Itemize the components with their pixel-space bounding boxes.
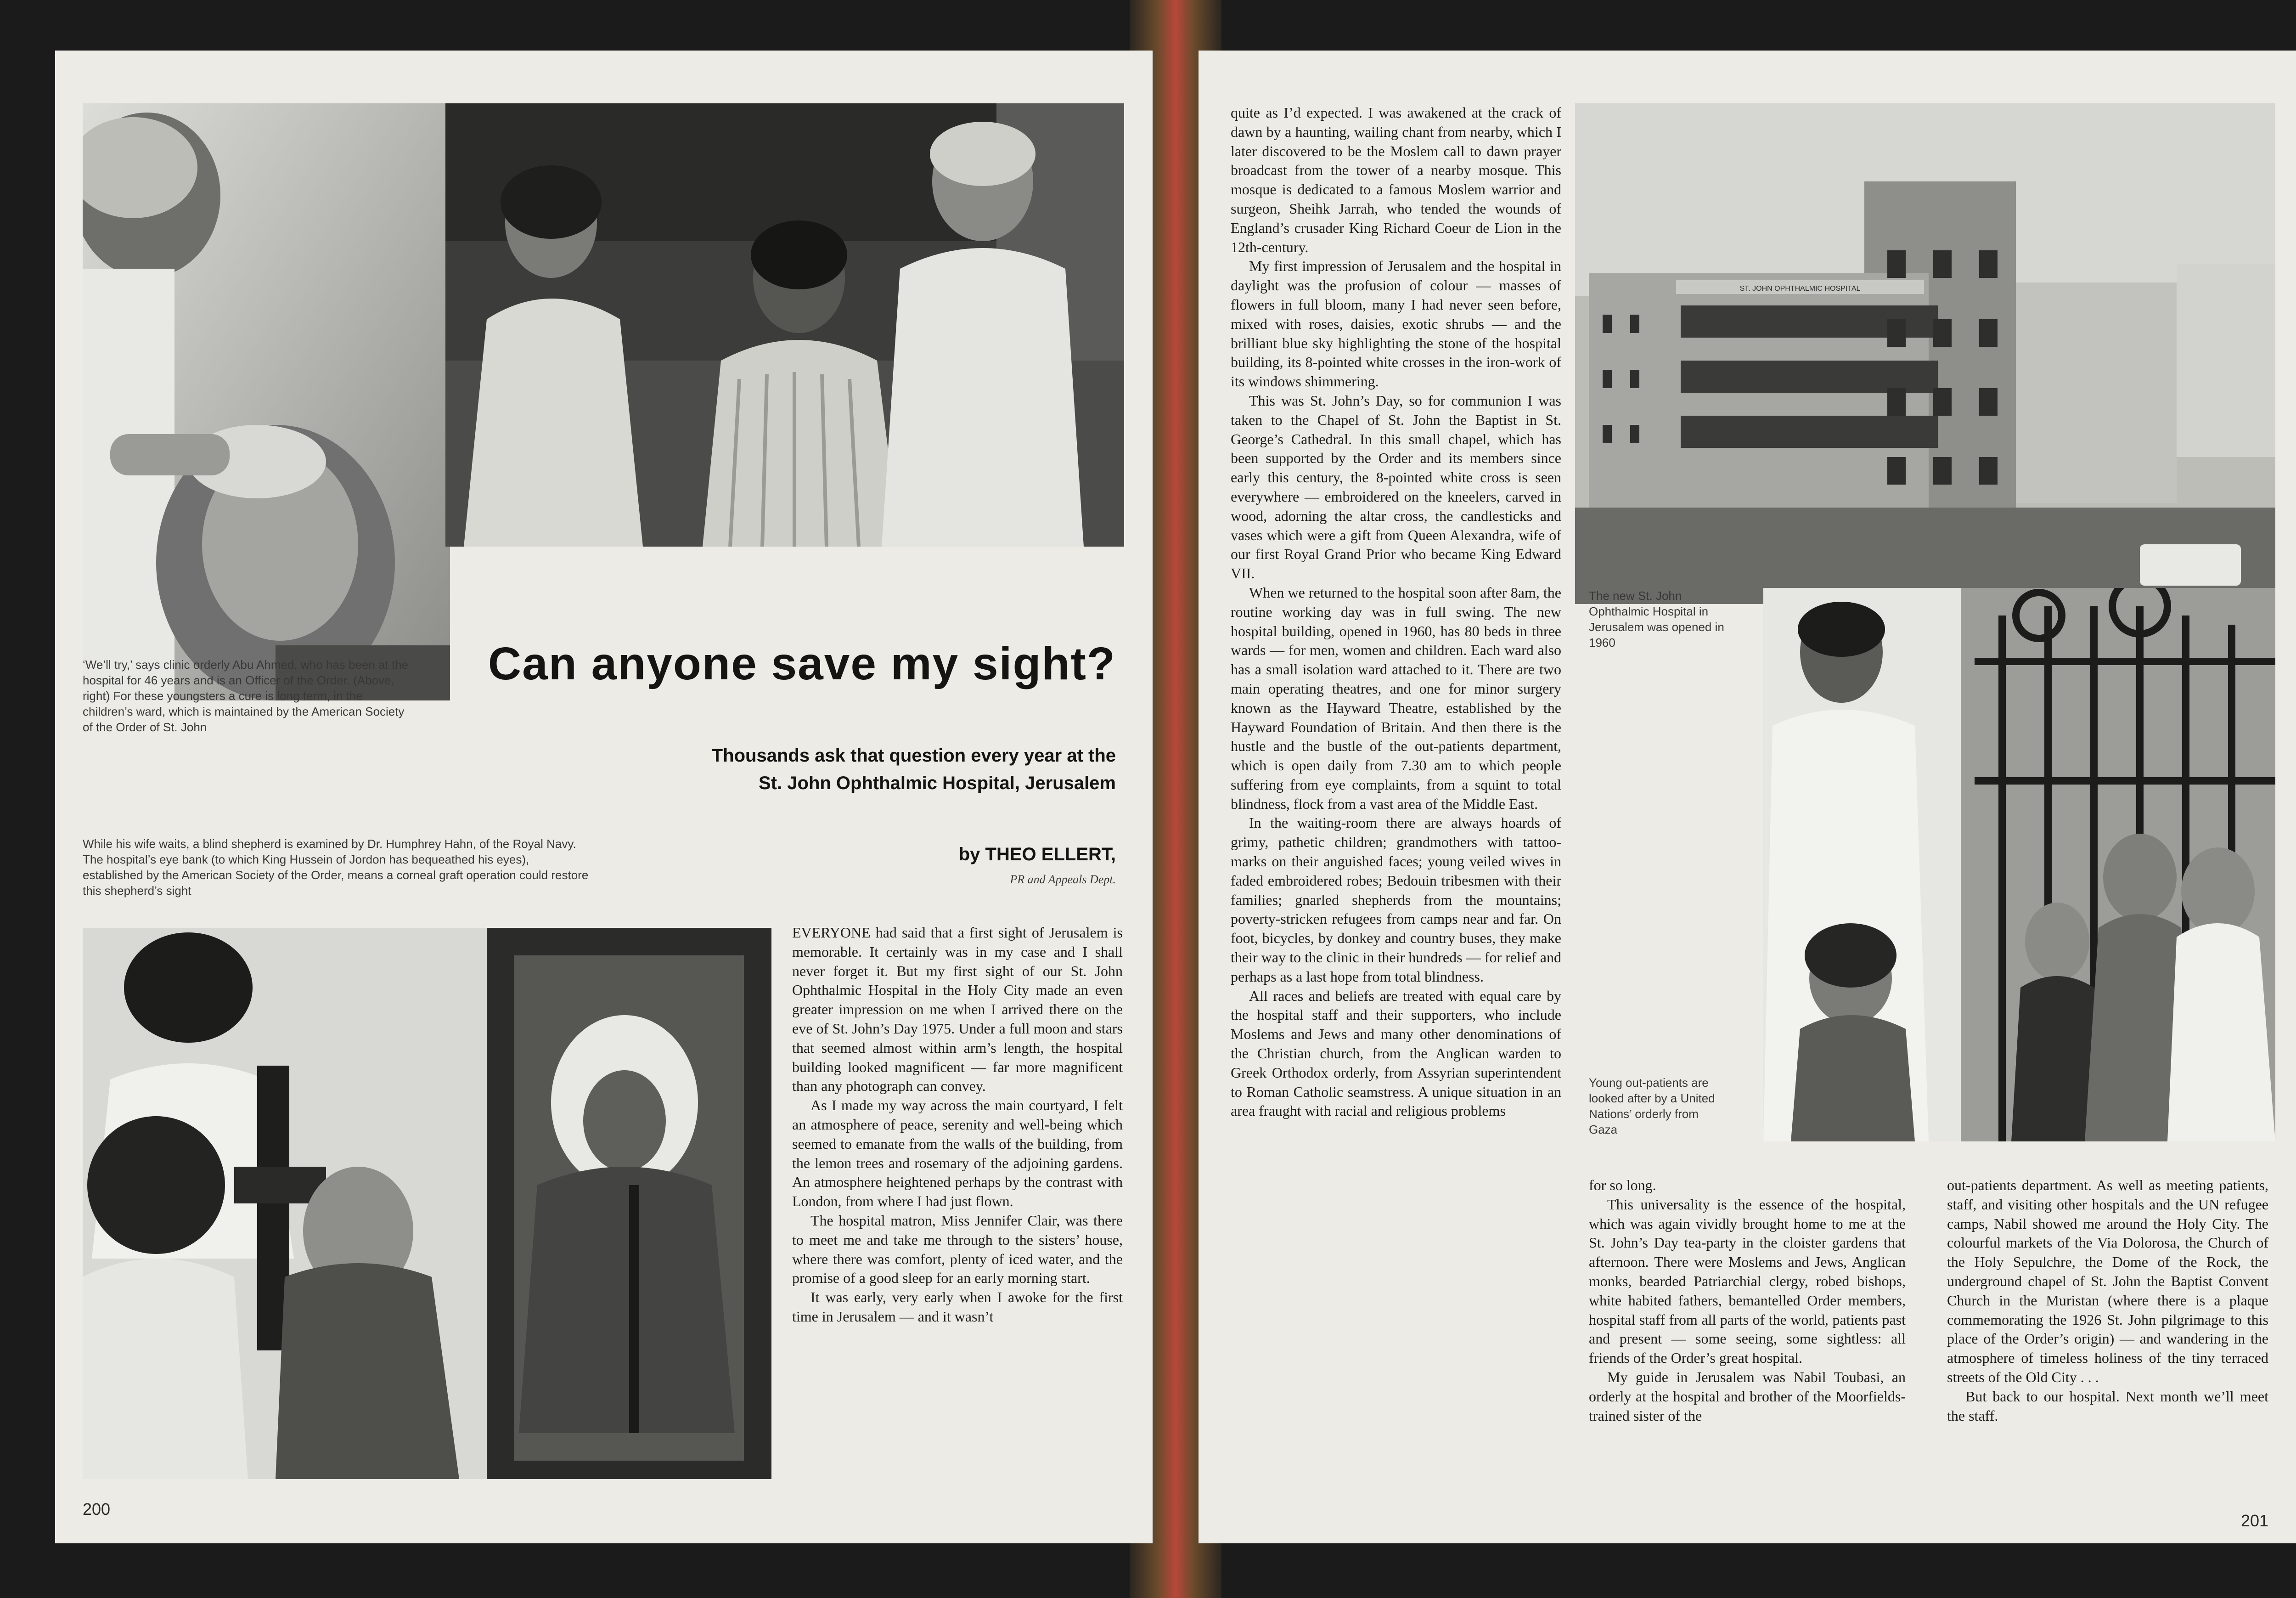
subhead-line-1: Thousands ask that question every year at the: [711, 745, 1116, 766]
author-role: PR and Appeals Dept.: [1010, 873, 1116, 886]
photo-gaza-outpatients: [1763, 588, 2275, 1141]
body-column-1: [792, 923, 1123, 1327]
paragraph: As I made my way across the main courtyard, I felt an atmosphere of peace, serenity and well-being which seemed to emanate from the walls of the building, from the lemon trees and rosemary of the adjoining gardens. An atmosphere heightened perhaps by the contrast with London, from where I had just flown.: [792, 1097, 1123, 1210]
byline: by THEO ELLERT,: [958, 844, 1116, 864]
paragraph: In the waiting-room there are always hoards of grimy, pathetic children; grandmothers with tattoo-marks on their anguished faces; young veiled wives in faded embroidered robes; Bedouin tribesmen with their families; gnarled shepherds from the mountains; poverty-stricken refugees from camps near and far. On foot, bicycles, by donkey and country buses, they make their way to the clinic in their hundreds — for relief and perhaps as a last hope from total blindness.: [1231, 814, 1561, 985]
article-headline: Can anyone save my sight?: [488, 638, 1116, 689]
paragraph: My guide in Jerusalem was Nabil Toubasi, an orderly at the hospital and brother of the Moorfields-trained sister of the: [1589, 1368, 1906, 1424]
right-page: [1199, 51, 2296, 1543]
body-column-4: [1947, 1176, 2268, 1425]
paragraph: It was early, very early when I awoke for the first time in Jerusalem — and it wasn’t: [792, 1289, 1123, 1325]
paragraph: The hospital matron, Miss Jennifer Clair, was there to meet me and take me through to the sisters’ house, where there was comfort, plenty of iced water, and the promise of a good sleep for an early morning start.: [792, 1212, 1123, 1287]
page-number-right: 201: [2241, 1511, 2269, 1530]
body-column-3: [1589, 1176, 1906, 1425]
photo-abu-ahmed-patient: [83, 103, 450, 700]
paragraph: out-patients department. As well as meeting patients, staff, and visiting other hospitals and the UN refugee camps, Nabil showed me around the Holy City. The colourful markets of the Via Dolorosa, the Church of the Holy Sepulchre, the Dome of the Rock, the underground chapel of St. John the Baptist Convent Church in the Muristan (where there is a plaque commemorating the 1926 St. John pilgrimage to this place of the Order’s origin) — and wandering in the atmosphere of timeless holiness of the tiny terraced streets of the Old City . . .: [1947, 1177, 2268, 1385]
caption-shepherd: While his wife waits, a blind shepherd is examined by Dr. Humphrey Hahn, of the Royal Navy. The hospital’s eye bank (to which King Hussein of Jordon has bequeathed his eyes), established by the American Society of the Order, means a corneal graft operation could restore this shepherd’s sight: [83, 837, 589, 898]
paragraph: This universality is the essence of the hospital, which was again vividly brought home to me at the St. John’s Day tea-party in the cloister gardens that afternoon. There were Moslems and Jews, Anglican monks, bearded Patriarchial clergy, robed bishops, white habited fathers, bemantelled Order members, hospital staff from all parts of the world, patients past and present — some seeing, some sightless: all friends of the Order’s great hospital.: [1589, 1196, 1906, 1366]
subhead-line-2: St. John Ophthalmic Hospital, Jerusalem: [759, 773, 1116, 793]
paragraph: All races and beliefs are treated with equal care by the hospital staff and their supporters, who include Moslems and Jews and many other denominations of the Christian church, from the Anglican warden to Greek Orthodox orderly, from Assyrian superintendent to Roman Catholic seamstress. A unique situation in an area fraught with racial and religious problems: [1231, 987, 1561, 1119]
photo-hospital-building: [1575, 103, 2275, 604]
body-column-2: [1231, 103, 1561, 1121]
paragraph: for so long.: [1589, 1177, 1656, 1193]
paragraph: This was St. John’s Day, so for communion I was taken to the Chapel of St. John the Baptist in St. George’s Cathedral. In this small chapel, which has been supported by the Order and its members since early this century, the 8-pointed white cross is seen everywhere — embroidered on the kneelers, carved in wood, adorning the altar cross, the candlesticks and vases which were a gift from Queen Alexandra, wife of our first Royal Grand Prior who became King Edward VII.: [1231, 392, 1561, 582]
paragraph: My first impression of Jerusalem and the hospital in daylight was the profusion of colour — masses of flowers in full bloom, many I had never seen before, mixed with roses, daisies, exotic shrubs — and the brilliant blue sky highlighting the stone of the hospital building, its 8-pointed white crosses in the iron-work of its windows shimmering.: [1231, 258, 1561, 390]
caption-gaza-outpatients: Young out-patients are looked after by a United Nations’ orderly from Gaza: [1589, 1076, 1715, 1136]
paragraph: But back to our hospital. Next month we’ll meet the staff.: [1947, 1388, 2268, 1424]
left-page: [55, 51, 1153, 1543]
building-sign: ST. JOHN OPHTHALMIC HOSPITAL: [1739, 285, 1861, 293]
photo-shepherd-examination: [83, 928, 771, 1479]
article-subhead: [514, 742, 1116, 797]
page-number-left: 200: [83, 1500, 111, 1519]
caption-hospital-building: The new St. John Ophthalmic Hospital in Jerusalem was opened in 1960: [1589, 589, 1724, 649]
photo-childrens-ward: [445, 103, 1124, 547]
caption-abu-ahmed: ‘We’ll try,’ says clinic orderly Abu Ahmed, who has been at the hospital for 46 years and is an Officer of the Order. (Above, right) For these youngsters a cure is long term, in the children’s ward, which is maintained by the American Society of the Order of St. John: [83, 658, 409, 734]
paragraph: When we returned to the hospital soon after 8am, the routine working day was in full swing. The new hospital building, opened in 1960, has 80 beds in three wards — for men, women and children. Each ward also has a small isolation ward attached to it. There are two main operating theatres, and one for minor surgery known as the Hayward Theatre, established by the Hayward Foundation of Britain. And then there is the hustle and the bustle of the out-patients department, which is open daily from 7.30 am to which people suffering from eye complaints, from a squint to total blindness, flock from a vast area of the Middle East.: [1231, 584, 1561, 812]
paragraph: EVERYONE had said that a first sight of Jerusalem is memorable. It certainly was in my case and I shall never forget it. But my first sight of our St. John Ophthalmic Hospital in the Holy City made an even greater impression on me when I arrived there on the eve of St. John’s Day 1975. Under a full moon and stars that seemed almost within arm’s length, the hospital building looked magnificent — far more magnificent than any photograph can convey.: [792, 924, 1123, 1095]
paragraph: quite as I’d expected. I was awakened at the crack of dawn by a haunting, wailing chant from nearby, which I later discovered to be the Moslem call to dawn prayer broadcast from the tower of a nearby mosque. This mosque is dedicated to a famous Moslem warrior and surgeon, Sheihk Jarrah, who tended the wounds of England’s crusader King Richard Coeur de Lion in the 12th-century.: [1231, 104, 1561, 255]
